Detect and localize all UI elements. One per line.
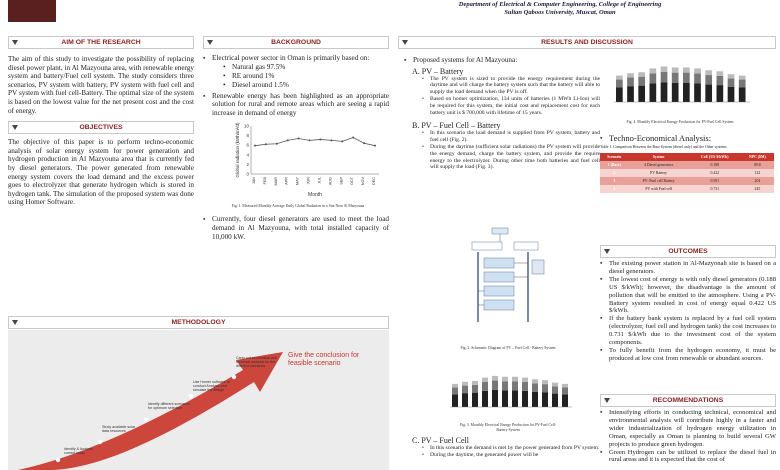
source-natural-gas: • Natural gas 97.5% (223, 63, 389, 72)
bar-segment (562, 384, 568, 387)
section-b-item-2: • During the daytime (sufficient solar radiations) the PV system will provide the energy demand, charge the battery system, and provide the require energy to the electrolyzer. During other time both batteries and fuel cell will supply the load (Fig. 3). (422, 144, 600, 171)
cell-coe: 0.188 (689, 161, 741, 169)
bar-segment (705, 70, 712, 75)
bar-segment (512, 381, 518, 390)
collapse-triangle-icon (207, 40, 213, 45)
section-a-item-1: • The PV system is sized to provide the energy requirement during the daytime and will charge the battery system such that the battery will able to supply the load demand when the PV is off. (422, 76, 600, 96)
affiliation (445, 1, 675, 17)
data-point (363, 143, 365, 145)
outcomes-header (600, 245, 776, 258)
bar-segment (462, 382, 468, 386)
bar-segment (728, 78, 735, 86)
bar-segment (717, 76, 724, 85)
methodology-conclusion: Give the conclusion for feasible scenario (288, 352, 360, 367)
bar-segment (452, 384, 458, 387)
bar-segment (638, 77, 645, 86)
bar-segment (512, 377, 518, 382)
bar-segment (638, 86, 645, 102)
bar-segment (562, 387, 568, 394)
bar-segment (672, 83, 679, 102)
energy-sources-list (223, 63, 389, 90)
outcome-item-1: ▪ The existing power station in Al-Mazyonah site is based on a diesel generators. (600, 260, 776, 276)
bar-segment (552, 386, 558, 393)
method-step-3: Identify different scenarios for optimum selection (148, 402, 190, 411)
y-tick-label: 6 (246, 143, 249, 149)
x-tick-label: SEP (339, 177, 344, 185)
bar-segment (739, 80, 746, 88)
cell-npc: 204 (741, 177, 774, 185)
bar-segment (728, 87, 735, 102)
results-subcolumn (404, 56, 600, 171)
source-diesel: • Diesel around 1.5% (223, 81, 389, 90)
tea-table (600, 153, 774, 193)
cell-npc: 245 (741, 185, 774, 193)
bar-segment (542, 392, 548, 407)
recommendations-section (600, 394, 776, 464)
bar-segment (717, 85, 724, 102)
bar-segment (694, 68, 701, 73)
column-left (8, 36, 194, 207)
bar-segment (616, 80, 623, 88)
radiation-chart (203, 120, 389, 212)
x-tick-label: JUN (306, 177, 311, 185)
x-tick-label: MAY (295, 177, 300, 186)
x-tick-label: MAR (273, 177, 278, 186)
data-point (319, 139, 321, 141)
data-point (341, 141, 343, 143)
data-point (374, 145, 376, 147)
aim-text: The aim of this study to investigate the possibility of replacing diesel power plant, in Al Mazyouna area, with renewable energy system and battery/Fuel cell system. The study considers three scenarios, PV system with battery, PV system with fuel cell and PV system with fuel cell-Battery. The optimal size of the system is based on the lowest value for the net present cost and the cost of energy. (8, 55, 194, 115)
recommendation-item-2: ▪ Green Hydrogen can be utilized to replace the diesel fuel in rural areas and it is expected that the cost of (600, 449, 776, 465)
bar-segment (650, 73, 657, 83)
cell-npc: 122 (741, 169, 774, 177)
th-system: System (629, 153, 689, 161)
bar-segment (452, 387, 458, 394)
bar-segment (627, 86, 634, 102)
y-axis-label: Global radiation (kWh/m²/d) (235, 122, 240, 178)
background-list-3 (203, 215, 389, 241)
th-coe: CoE (US $/kWh) (689, 153, 741, 161)
x-tick-label: AUG (328, 177, 333, 186)
x-tick-label: FEB (262, 177, 267, 185)
method-step-2: Study available solar data resources (102, 425, 136, 434)
collapse-triangle-icon (604, 398, 610, 403)
x-axis-label: Month (308, 192, 322, 199)
outcome-item-3: ▪ If the battery bank system is replaced by a fuel cell system (electrolyzer, fuel cell and hydrogen tank) the cost increases to 0.731 $/kWh due to the investment cost of the system components. (600, 315, 776, 347)
data-point (254, 145, 256, 147)
y-tick-label: 2 (246, 162, 249, 168)
section-c-title: C. PV – Fuel Cell (412, 436, 469, 445)
cell-coe: 0.591 (689, 177, 741, 185)
fig4-chart (600, 54, 760, 132)
cell-coe: 0.731 (689, 185, 741, 193)
section-a-item-2: • Based on homer optimization, 134 units of batteries (1 MWh Li-Ion) will be required for this system, the initial cost and replacement cost for each battery unit is $ 700,000 with lifetime of 15 years. (422, 96, 600, 116)
fig3-bars (438, 365, 578, 413)
section-a-list (422, 76, 600, 117)
cell-system: PV with Fuel cell (629, 185, 689, 193)
bar-segment (683, 67, 690, 72)
bar-segment (492, 381, 498, 390)
background-intro: ▪ Electrical power sector in Oman is primarily based on: (203, 54, 389, 63)
section-a-title: A. PV – Battery (412, 66, 464, 76)
outcomes-section (600, 245, 776, 363)
outcome-item-4: ▪ To fully benefit from the hydrogen economy, it must be produced at low cost from renewable or abundant sources. (600, 347, 776, 363)
bar-segment (522, 382, 528, 391)
tea-section (600, 133, 776, 193)
fig3-caption: Fig. 3. Monthly Electrical Energy Production for PV-Fuel Cell-Battery System (459, 423, 557, 432)
bar-segment (492, 390, 498, 407)
data-point (287, 140, 289, 142)
recommendations-header (600, 394, 776, 407)
cell-system: PV- Fuel cell Battery (629, 177, 689, 185)
recommendation-item-1: ▪ Intensifying efforts in conducting technical, economical and environmental analysis will contribute highly in a faster and wider industrialization of hydrogen energy utilization in Oman, especially as Oman is planning to build several GW projects to produce green hydrogen. (600, 409, 776, 449)
bar-segment (552, 394, 558, 407)
bar-segment (472, 385, 478, 393)
table-row (600, 185, 774, 193)
cell-scenario: 2 (600, 169, 629, 177)
bar-segment (532, 392, 538, 407)
section-c-item-2: • During the daytime, the generated power will be (422, 452, 600, 459)
data-point (309, 140, 311, 142)
y-tick-label: 0 (246, 171, 249, 177)
y-tick-label: 4 (246, 152, 249, 158)
data-point (265, 144, 267, 146)
bar-segment (661, 72, 668, 83)
data-point (352, 137, 354, 139)
column-middle (203, 36, 389, 241)
collapse-triangle-icon (12, 125, 18, 130)
method-step-1: Identify & Analyze current loads (64, 447, 93, 456)
bar-segment (512, 390, 518, 407)
outcomes-list (600, 260, 776, 363)
fig4-bars (600, 54, 760, 108)
column-right (398, 36, 776, 49)
affiliation-department: Department of Electrical & Computer Engineering, College of Engineering (458, 1, 662, 8)
table-row (600, 169, 774, 177)
x-tick-label: JAN (252, 177, 256, 185)
y-tick-label: 10 (243, 123, 249, 129)
schematic-diagram (468, 226, 548, 326)
bar-segment (694, 73, 701, 83)
method-step-4: Use Homer software to conduct Analysis and simulate the design (193, 380, 230, 393)
bar-segment (694, 84, 701, 102)
bar-segment (705, 85, 712, 102)
table-row (600, 161, 774, 169)
bar-segment (482, 382, 488, 391)
collapse-triangle-icon (604, 249, 610, 254)
bar-segment (502, 390, 508, 407)
cell-npc: 89.8 (741, 161, 774, 169)
bar-segment (638, 72, 645, 76)
renewable-text: ▪ Renewable energy has been highlighted as an appropriate solution for rural and remote areas which are seeing a rapid increase in demand of energy (203, 92, 389, 118)
bar-segment (472, 393, 478, 407)
bar-segment (552, 383, 558, 387)
cell-scenario: 4 (600, 185, 629, 193)
proposed-text: ▪ Proposed systems for Al Mazyouna: (404, 56, 600, 65)
results-header (398, 36, 776, 49)
bar-segment (650, 68, 657, 73)
bar-segment (542, 380, 548, 384)
section-b-item-1: • In this scenario the load demand is supplied from PV system, battery and fuel cell (Fig. 2). (422, 130, 600, 144)
bar-segment (616, 76, 623, 80)
bar-segment (562, 394, 568, 407)
data-point (276, 143, 278, 145)
tea-title: ▪ Techno-Economical Analysis: (600, 133, 776, 143)
bar-segment (739, 76, 746, 80)
bar-segment (462, 393, 468, 407)
cell-system: PV Battery (629, 169, 689, 177)
section-b-list (422, 130, 600, 171)
recommendations-list (600, 409, 776, 464)
cell-scenario: 3 (600, 177, 629, 185)
fig1-caption: Fig. 1. Measured Monthly Average Daily Global Radiation in a Site Near Al Mazyouna (231, 204, 365, 209)
x-tick-label: APR (284, 177, 289, 186)
table-row (600, 177, 774, 185)
bar-segment (522, 378, 528, 382)
bar-segment (728, 74, 735, 78)
bar-segment (472, 381, 478, 385)
source-re: • RE around 1% (223, 72, 389, 81)
cell-coe: 0.422 (689, 169, 741, 177)
bar-segment (452, 394, 458, 407)
x-tick-label: OCT (350, 177, 355, 186)
section-c-item-1: • In this scenario the demand is met by the power generated from PV system. (422, 445, 600, 452)
collapse-triangle-icon (402, 40, 408, 45)
data-point (330, 140, 332, 142)
bar-segment (482, 378, 488, 382)
bar-segment (672, 73, 679, 83)
section-c-list (422, 445, 600, 459)
bar-segment (492, 376, 498, 381)
fig2-caption: Fig. 2. Schematic Diagram of PV – Fuel Cell - Battery System (460, 346, 556, 350)
bar-segment (502, 377, 508, 382)
collapse-triangle-icon (12, 320, 18, 325)
radiation-chart-svg (203, 120, 389, 206)
x-tick-label: NOV (361, 177, 366, 186)
th-npc: NPC ($M) (741, 153, 774, 161)
bar-segment (542, 384, 548, 392)
bar-segment (739, 87, 746, 102)
bar-segment (650, 84, 657, 102)
methodology-diagram (8, 330, 389, 470)
bar-segment (683, 83, 690, 102)
diesel-text: ▪ Currently, four diesel generators are used to meet the load demand in Al Mazyouna, with total installed capacity of 10,000 kW. (203, 215, 389, 241)
bar-segment (672, 67, 679, 72)
background-title: BACKGROUND (271, 39, 321, 46)
tea-list (600, 133, 776, 143)
university-logo (8, 0, 56, 22)
aim-header (8, 36, 194, 49)
bar-segment (616, 87, 623, 102)
section-b-title: B. PV – Fuel Cell – Battery (412, 121, 501, 131)
bar-segment (705, 75, 712, 85)
collapse-triangle-icon (12, 40, 18, 45)
x-tick-label: DEC (372, 177, 376, 186)
bar-segment (717, 71, 724, 76)
bar-segment (627, 73, 634, 77)
method-step-5: Carry out economical and technical analysis for the different scenarios (236, 356, 277, 369)
bar-segment (661, 82, 668, 102)
background-list (203, 54, 389, 63)
cell-scenario: 1 (Base) (600, 161, 629, 169)
bar-segment (532, 379, 538, 383)
section-c (404, 436, 600, 459)
methodology-title: METHODOLOGY (171, 319, 226, 326)
radiation-series-line (255, 138, 375, 146)
fig2-schematic (460, 226, 556, 350)
results-title: RESULTS AND DISCUSSION (541, 39, 633, 46)
top-banner (0, 0, 780, 24)
background-header (203, 36, 389, 49)
data-point (298, 138, 300, 140)
objectives-title: OBJECTIVES (79, 124, 123, 132)
th-scenario: Scenario (600, 153, 629, 161)
methodology-header (8, 316, 389, 329)
bar-segment (482, 391, 488, 407)
background-list-2 (203, 92, 389, 118)
recommendations-title: RECOMMENDATIONS (652, 397, 724, 404)
objectives-text: The objective of this paper is to perform techno-economic analysis of solar energy system for power generation and hydrogen production in Al Mazyouna area that is currently fed by diesel generators. The power generated from renewable energy system covers the load demand and the excess power goes to electrolyzer that generate hydrogen which is stored in hydrogen tank. The simulation of the proposed system was done using Homer Software. (8, 138, 194, 207)
x-tick-label: JUL (317, 177, 322, 185)
cell-system: 4 Diesel generators (629, 161, 689, 169)
bar-segment (532, 383, 538, 391)
table-caption: Table 1. Comparison Between the Base System (diesel only) and the Other systems (600, 145, 727, 149)
bar-segment (661, 66, 668, 71)
fig4-caption: Fig. 4. Monthly Electrical Energy Production for PV-Fuel Cell System (626, 120, 734, 124)
bar-segment (522, 391, 528, 407)
bar-segment (462, 386, 468, 394)
proposed-list (404, 56, 600, 65)
y-tick-label: 8 (246, 133, 249, 139)
affiliation-university: Sultan Qaboos University, Muscat, Oman (504, 9, 616, 16)
aim-title: AIM OF THE RESEARCH (61, 39, 141, 46)
bar-segment (627, 78, 634, 87)
bar-segment (502, 381, 508, 390)
outcome-item-2: ▪ The lowest cost of energy is with only diesel generators (0.188 US $/kWh); however, the disadvantage is the amount of pollution that will be emitted to the atmosphere. Using a PV-Battery system resulted in cost of energy equal 0.422 US $/kWh. (600, 276, 776, 316)
bar-segment (683, 73, 690, 83)
outcomes-title: OUTCOMES (668, 248, 708, 255)
fig3-chart (438, 365, 578, 432)
objectives-header (8, 121, 194, 134)
